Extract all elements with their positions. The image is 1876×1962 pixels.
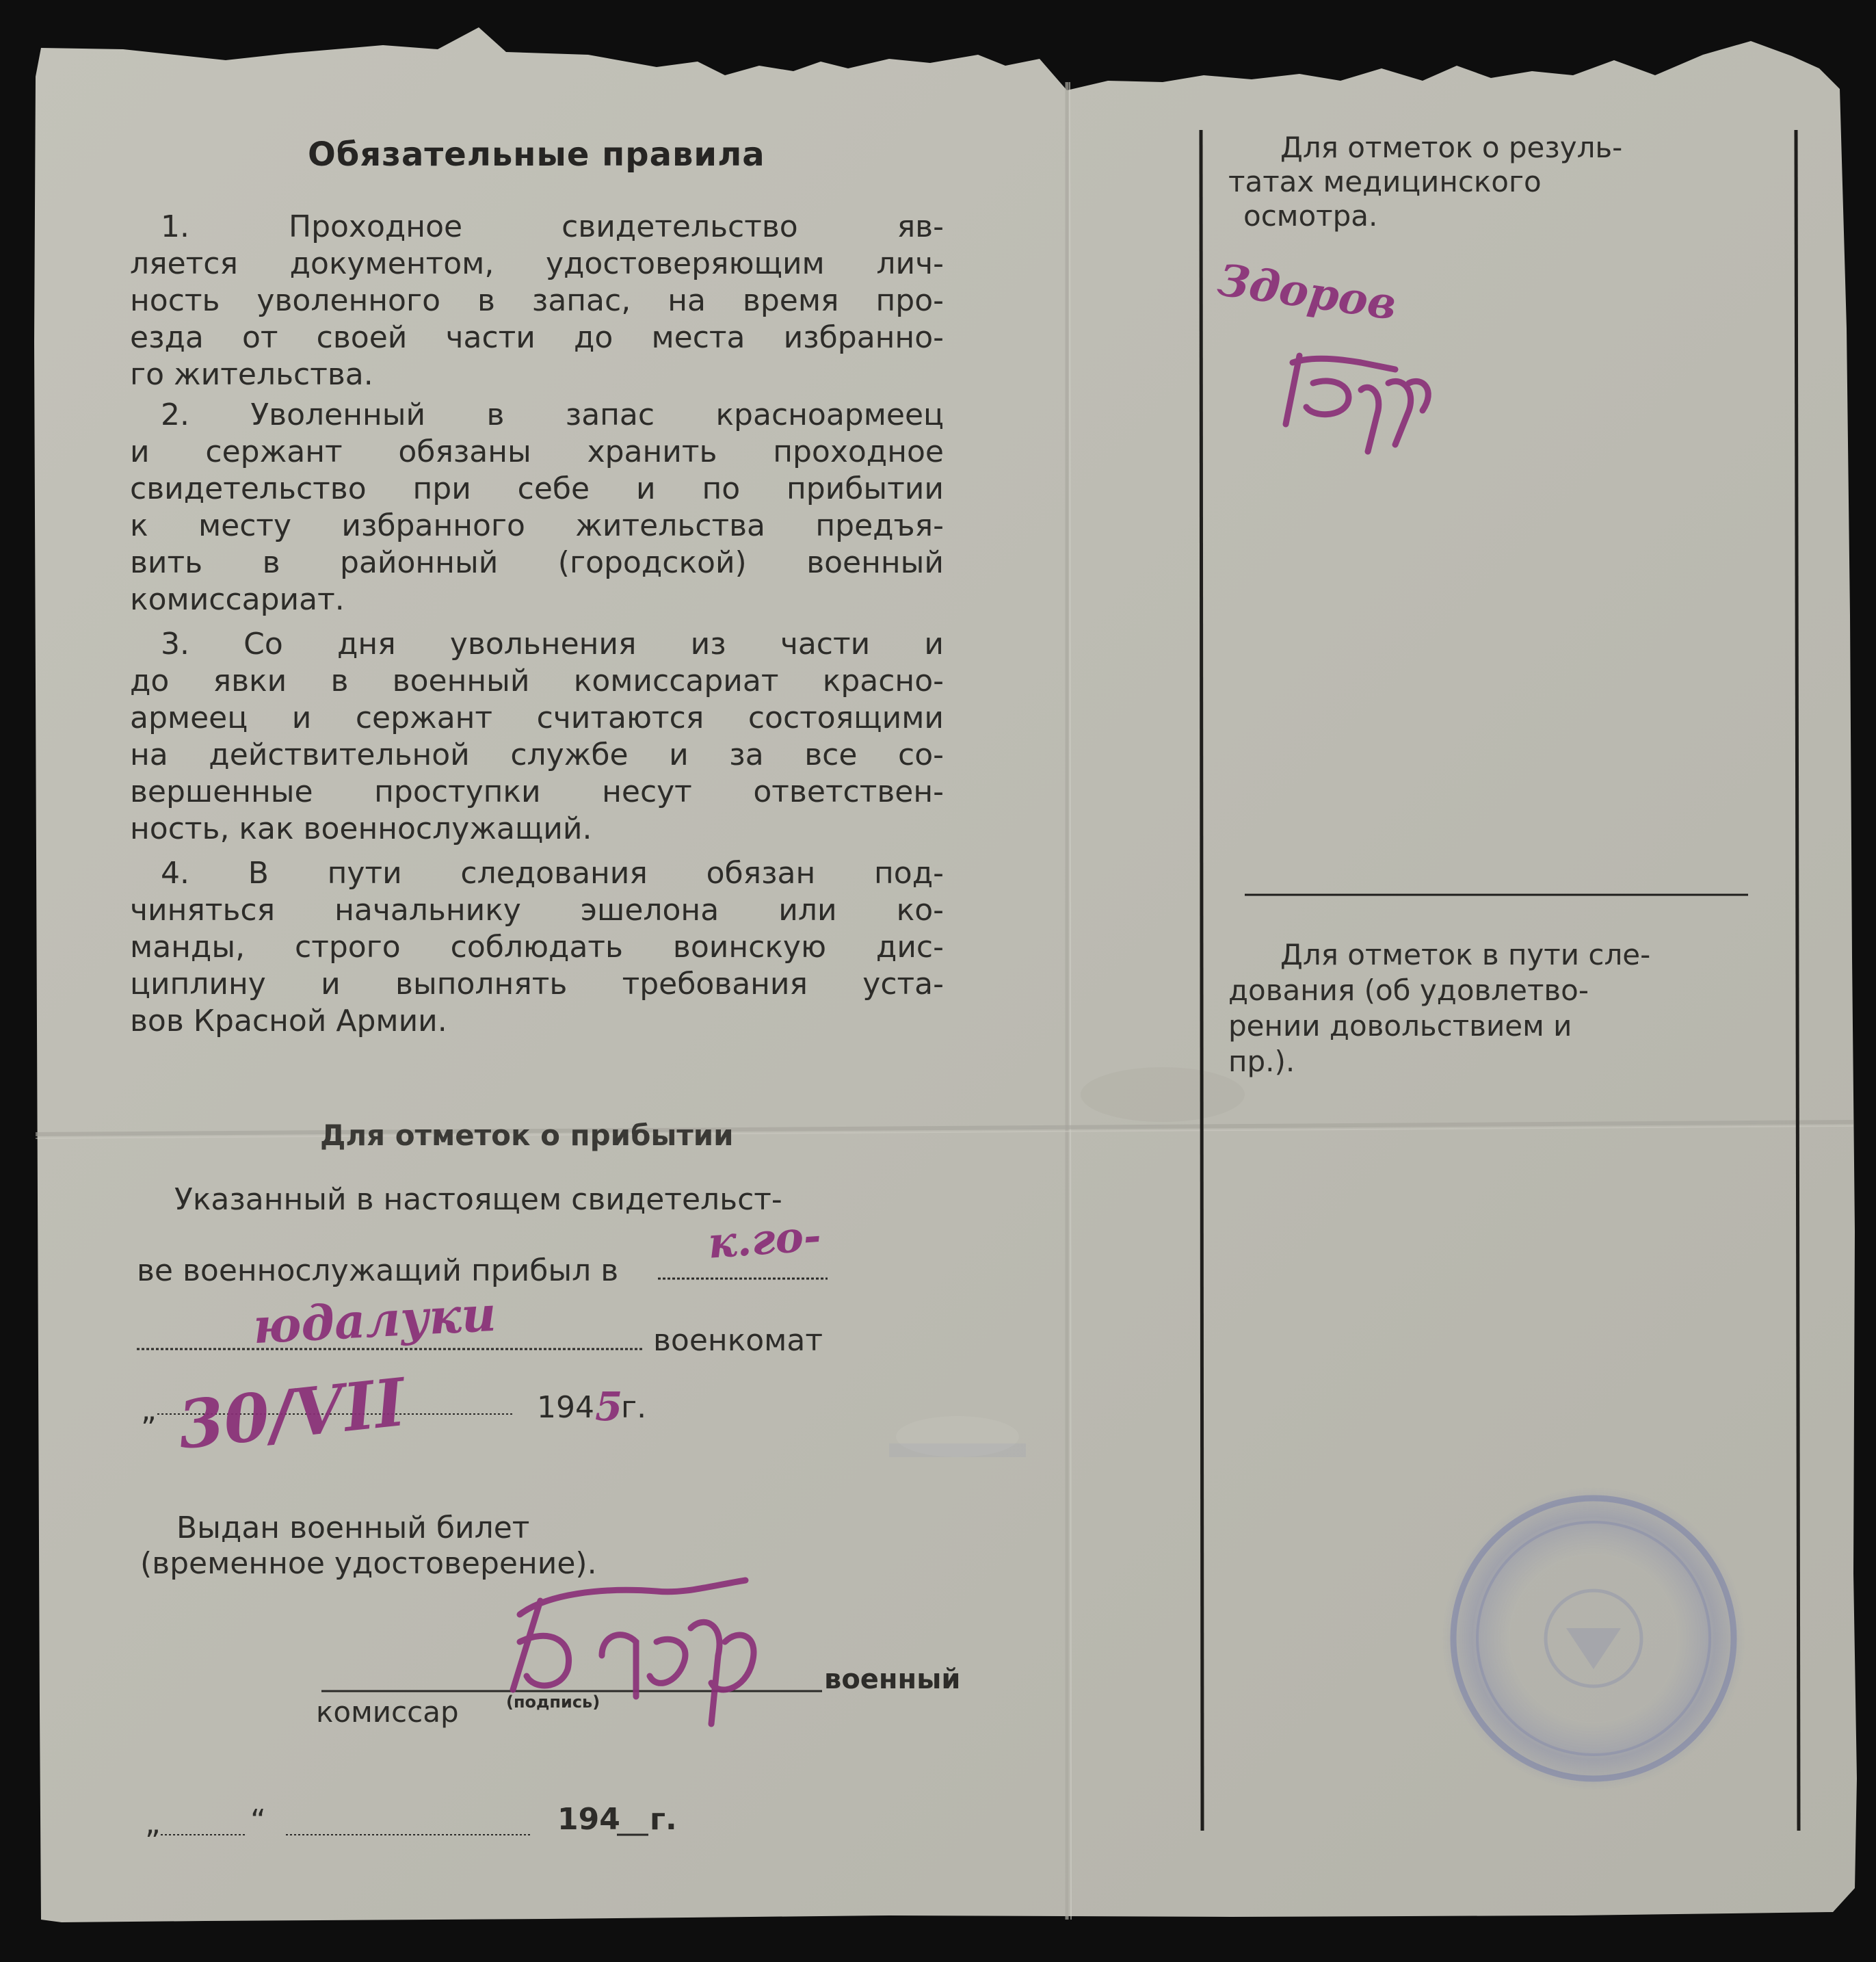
rule-3-line: ность, как военнослужащий. xyxy=(130,811,592,846)
rule-1-line: ность уволенного в запас, на время про- xyxy=(130,283,944,318)
rule-4 xyxy=(130,855,944,1040)
signature-caption: (подпись) xyxy=(506,1692,600,1712)
commissar-label: комиссар xyxy=(316,1695,459,1729)
rule-3 xyxy=(130,626,944,848)
medical-line-3: осмотра. xyxy=(1243,199,1378,233)
arrival-line-2: ве военнослужащий прибыл в xyxy=(137,1253,619,1288)
rule-2 xyxy=(130,397,944,618)
medical-line-2: татах медицинского xyxy=(1228,165,1542,198)
rule-3-line: до явки в военный комиссариат красно- xyxy=(130,664,944,698)
arrival-line-1: Указанный в настоящем свидетельст- xyxy=(174,1182,782,1217)
rule-3-line: на действительной службе и за все со- xyxy=(130,737,944,772)
arrival-military-office-label: военкомат xyxy=(653,1323,823,1358)
bottom-date-open-quote: „ xyxy=(145,1806,161,1841)
rule-2-line: свидетельство при себе и по прибытии xyxy=(130,471,944,506)
issued-line-2: (временное удостоверение). xyxy=(140,1546,597,1581)
issued-line-1: Выдан военный билет xyxy=(176,1510,530,1545)
handwritten-city-bottom: юдалуки xyxy=(252,1285,498,1355)
rule-2-line: комиссариат. xyxy=(130,582,345,617)
rule-4-line: циплину и выполнять требования уста- xyxy=(130,967,944,1002)
bottom-date-year: 194 xyxy=(557,1802,620,1837)
bottom-date-suffix: г. xyxy=(650,1802,677,1837)
rule-4-line: вов Красной Армии. xyxy=(130,1004,447,1038)
handwritten-city-top: к.го- xyxy=(706,1210,823,1268)
transit-line-1: Для отметок в пути сле- xyxy=(1280,938,1651,971)
rule-1-line: го жительства. xyxy=(130,357,373,392)
round-stamp xyxy=(1442,1487,1745,1790)
transit-line-4: пр.). xyxy=(1228,1045,1295,1078)
medical-column-left-rule xyxy=(1201,130,1202,1831)
signature-military-label: военный xyxy=(824,1664,961,1695)
transit-line-3: рении довольствием и xyxy=(1228,1009,1572,1043)
rule-2-line: 2. Уволенный в запас красноармеец xyxy=(161,397,944,432)
handwritten-medical-line-1: Здоров xyxy=(1215,254,1400,330)
arrival-date-year-handwritten: 5 xyxy=(595,1383,623,1430)
rule-2-line: вить в районный (городской) военный xyxy=(130,545,944,580)
rule-3-line: армеец и сержант считаются состоящими xyxy=(130,701,944,735)
rule-1-line: езда от своей части до места избранно- xyxy=(130,320,944,355)
rule-3-line: 3. Со дня увольнения из части и xyxy=(161,627,944,662)
rule-3-line: вершенные проступки несут ответствен- xyxy=(130,774,944,809)
rule-2-line: к месту избранного жительства предъя- xyxy=(130,508,944,543)
rule-1-line: ляется документом, удостоверяющим лич- xyxy=(130,246,944,281)
bottom-date-close-quote: “ xyxy=(250,1803,266,1838)
rule-1-line: 1. Проходное свидетельство яв- xyxy=(161,209,944,244)
rules-title: Обязательные правила xyxy=(308,135,765,174)
arrival-heading: Для отметок о прибытии xyxy=(320,1119,734,1152)
rule-4-line: 4. В пути следования обязан под- xyxy=(161,856,944,891)
transit-line-2: дования (об удовлетво- xyxy=(1228,973,1589,1007)
rule-4-line: чиняться начальнику эшелона или ко- xyxy=(130,893,944,928)
arrival-date-quote: „ xyxy=(141,1393,157,1428)
rule-4-line: манды, строго соблюдать воинскую дис- xyxy=(130,930,944,965)
handwritten-date: 30/VII xyxy=(174,1363,409,1465)
arrival-date-year: 194 xyxy=(537,1390,594,1425)
rule-1 xyxy=(130,209,944,393)
arrival-date-suffix: г. xyxy=(621,1390,647,1425)
medical-line-1: Для отметок о резуль- xyxy=(1280,131,1623,164)
rule-2-line: и сержант обязаны хранить проходное xyxy=(130,434,944,469)
